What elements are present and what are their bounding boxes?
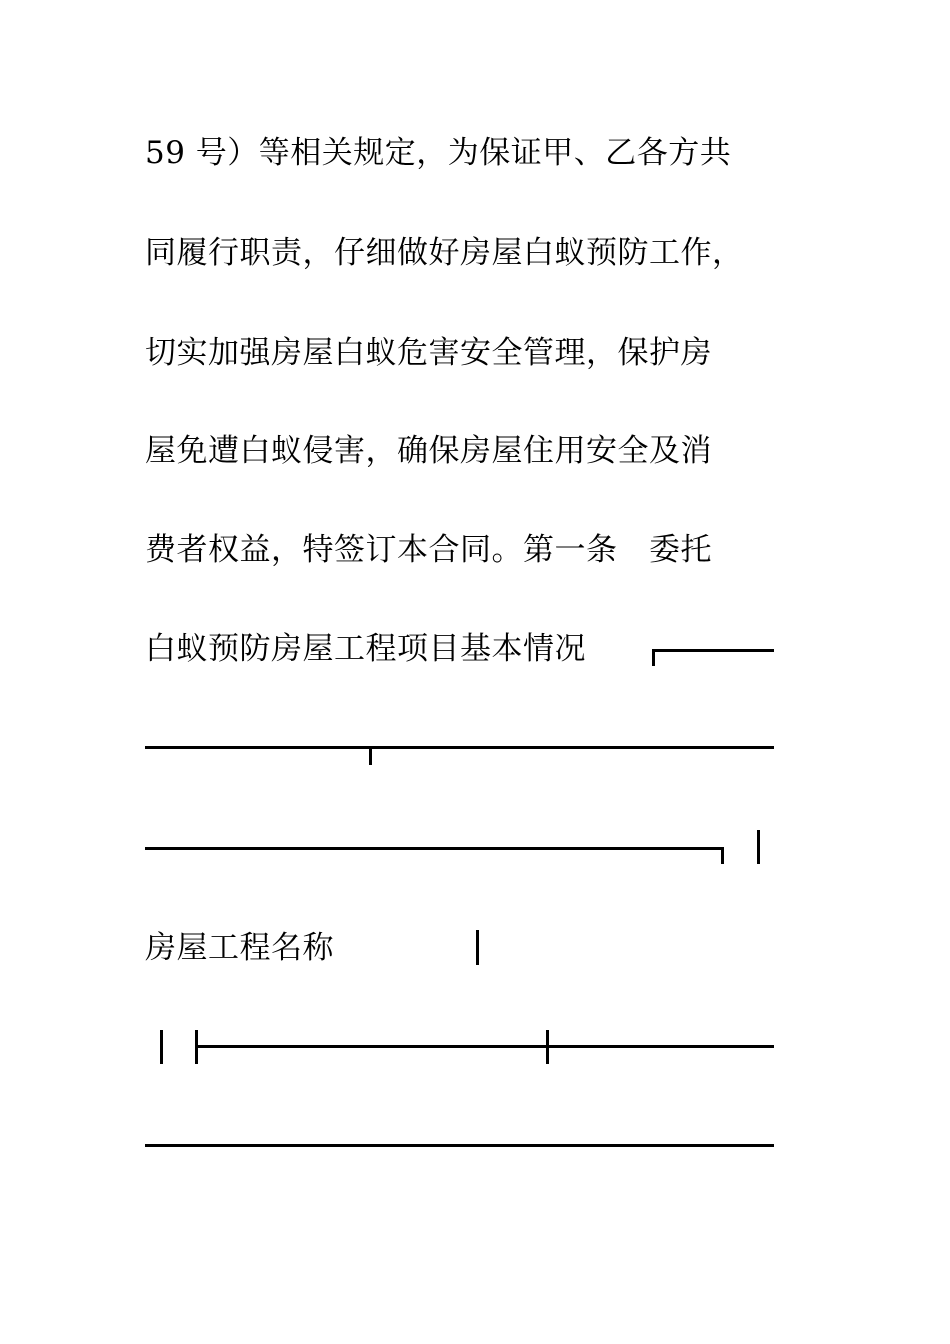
body-text-line-5: 费者权益，特签订本合同。第一条 委托	[145, 532, 712, 568]
body-text-line-6: 白蚁预防房屋工程项目基本情况	[145, 631, 586, 667]
table-border-row-3	[195, 1045, 774, 1048]
table-vertical-bar-1	[757, 830, 760, 864]
table-vertical-bar-2	[476, 930, 479, 965]
body-text-line-2: 同履行职责，仔细做好房屋白蚁预防工作，	[145, 235, 744, 271]
table-cross-tee	[546, 1030, 549, 1064]
table-label-project-name: 房屋工程名称	[145, 930, 334, 966]
table-border-row-2	[145, 847, 723, 850]
body-text-line-4: 屋免遭白蚁侵害，确保房屋住用安全及消	[145, 433, 712, 469]
body-text-line-3: 切实加强房屋白蚁危害安全管理，保护房	[145, 335, 712, 371]
table-border-row-4	[145, 1144, 774, 1147]
table-top-left-corner	[652, 649, 655, 666]
table-top-border	[652, 649, 774, 652]
table-vertical-bar-3	[160, 1030, 163, 1064]
table-column-tick-1	[369, 746, 372, 765]
table-border-row-1	[145, 746, 774, 749]
table-bottom-right-corner	[721, 847, 724, 864]
body-text-line-1: 59 号）等相关规定，为保证甲、乙各方共	[145, 135, 732, 171]
